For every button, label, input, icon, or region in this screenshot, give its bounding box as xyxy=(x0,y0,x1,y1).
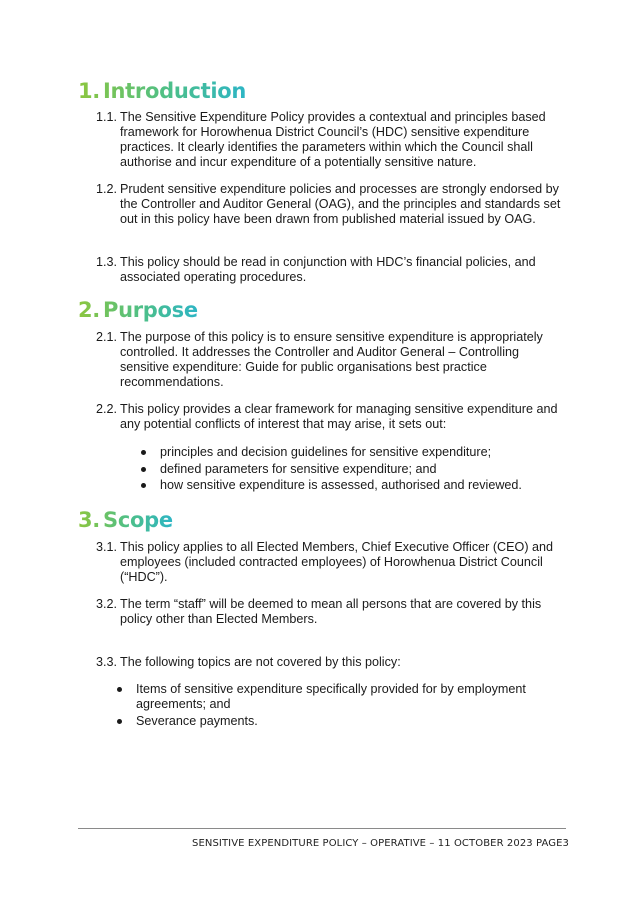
paragraph-number: 1.2. xyxy=(96,182,118,196)
bullet-icon xyxy=(141,483,146,488)
bullet-list-sets-out xyxy=(138,445,558,495)
paragraph-3-2 xyxy=(96,597,564,627)
paragraph-3-1 xyxy=(96,540,564,585)
bullet-icon xyxy=(117,687,122,692)
bullet-icon xyxy=(117,719,122,724)
paragraph-2-2 xyxy=(96,402,564,432)
bullet-list-not-covered xyxy=(114,682,544,730)
paragraph-1-2 xyxy=(96,182,564,227)
list-item: how sensitive expenditure is assessed, authorised and reviewed. xyxy=(138,478,558,493)
paragraph-number: 2.1. xyxy=(96,330,118,344)
list-item: Items of sensitive expenditure specifically provided for by employment agreements; and xyxy=(114,682,544,712)
paragraph-number: 1.3. xyxy=(96,255,118,269)
paragraph-text: The Sensitive Expenditure Policy provides a contextual and principles based framework for Horowhenua District Council’s (HDC) sensitive expenditure practices. It clearly identifies the parameters within which the Council shall authorise and incur expenditure of a potentially sensitive nature. xyxy=(120,110,546,169)
paragraph-number: 3.2. xyxy=(96,597,118,611)
paragraph-text: The term “staff” will be deemed to mean all persons that are covered by this policy other than Elected Members. xyxy=(120,597,542,626)
list-item: principles and decision guidelines for sensitive expenditure; xyxy=(138,445,558,460)
paragraph-3-3 xyxy=(96,655,564,670)
paragraph-1-1 xyxy=(96,110,564,170)
paragraph-2-1 xyxy=(96,330,564,390)
paragraph-text: The following topics are not covered by this policy: xyxy=(120,655,401,669)
section-heading-purpose: 2. Purpose xyxy=(78,298,198,322)
list-item: defined parameters for sensitive expenditure; and xyxy=(138,462,558,477)
section-heading-introduction: 1. Introduction xyxy=(78,79,247,103)
list-item: Severance payments. xyxy=(114,714,544,729)
bullet-icon xyxy=(141,467,146,472)
footer-divider xyxy=(78,828,566,829)
paragraph-text: This policy should be read in conjunction with HDC’s financial policies, and associated operating procedures. xyxy=(120,255,536,284)
paragraph-number: 3.1. xyxy=(96,540,118,554)
paragraph-text: The purpose of this policy is to ensure sensitive expenditure is appropriately controlled. It addresses the Controller and Auditor General – Controlling sensitive expenditure: Guide for public organisations best practice recommendations. xyxy=(120,330,543,389)
paragraph-text: This policy applies to all Elected Members, Chief Executive Officer (CEO) and employees (included contracted employees) of Horowhenua District Council (“HDC”). xyxy=(120,540,554,584)
paragraph-text: This policy provides a clear framework for managing sensitive expenditure and any potential conflicts of interest that may arise, it sets out: xyxy=(120,402,558,431)
paragraph-text: Prudent sensitive expenditure policies and processes are strongly endorsed by the Controller and Auditor General (OAG), and the principles and standards set out in this policy have been drawn from published material issued by OAG. xyxy=(120,182,561,226)
paragraph-number: 3.3. xyxy=(96,655,118,669)
paragraph-number: 2.2. xyxy=(96,402,118,416)
page-footer: SENSITIVE EXPENDITURE POLICY – OPERATIVE – 11 OCTOBER 2023 PAGE3 xyxy=(192,838,570,849)
section-heading-scope: 3. Scope xyxy=(78,508,173,532)
paragraph-1-3 xyxy=(96,255,564,285)
paragraph-number: 1.1. xyxy=(96,110,118,124)
bullet-icon xyxy=(141,450,146,455)
